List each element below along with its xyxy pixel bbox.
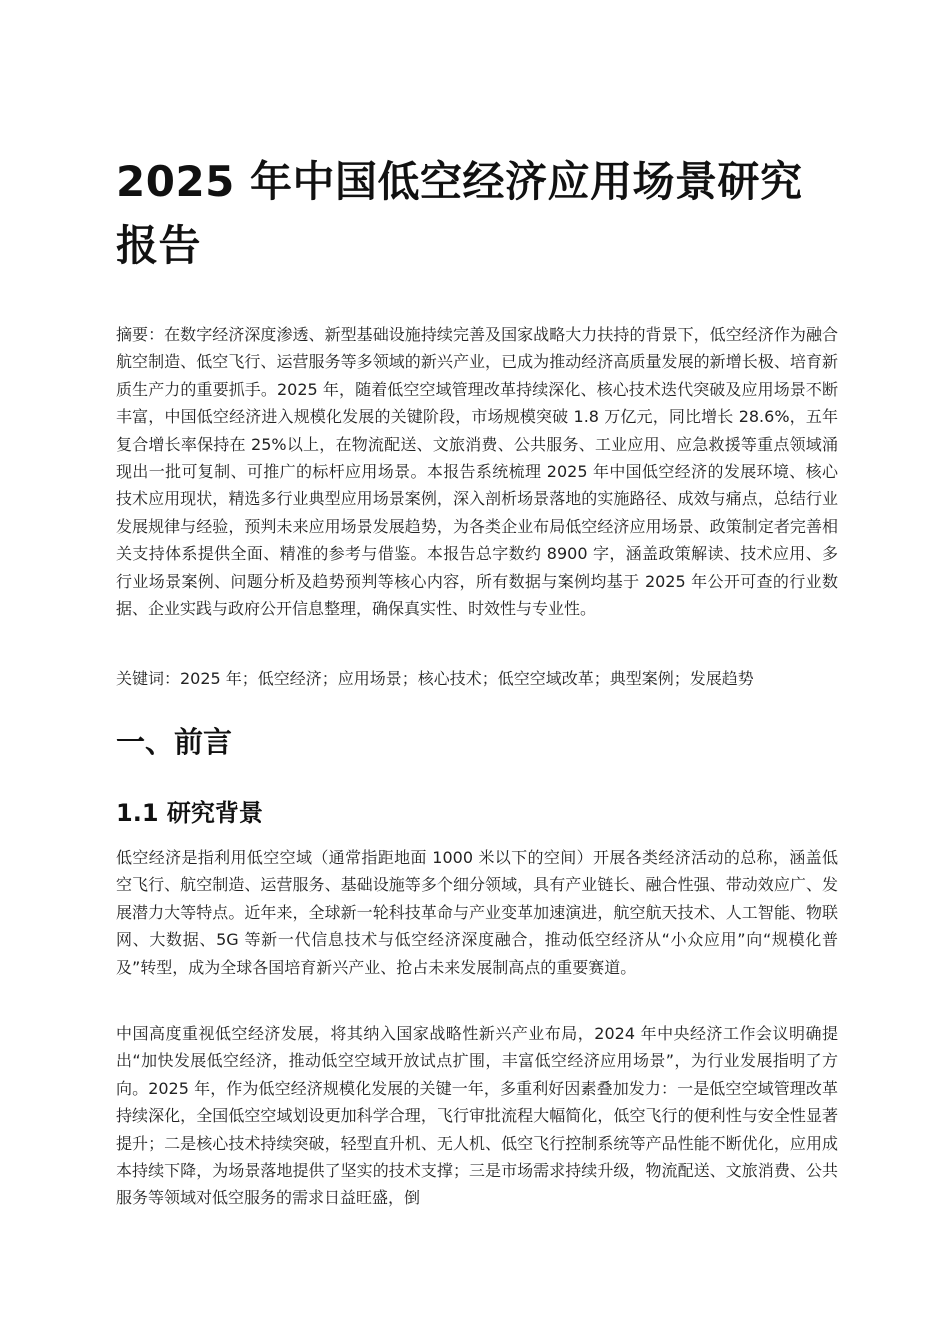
keywords-line: 关键词：2025 年；低空经济；应用场景；核心技术；低空空域改革；典型案例；发展趋势 [116,669,754,688]
body-paragraph-2: 中国高度重视低空经济发展，将其纳入国家战略性新兴产业布局，2024 年中央经济工作会议明确提出“加快发展低空经济，推动低空空域开放试点扩围，丰富低空经济应用场景”，为行业发展指明了方向。2025 年，作为低空经济规模化发展的关键一年，多重利好因素叠加发力：一是低空空域管理改革持续深化，全国低空空域划设更加科学合理，飞行审批流程大幅简化，低空飞行的便利性与安全性显著提升；二是核心技术持续突破，轻型直升机、无人机、低空飞行控制系统等产品性能不断优化，应用成本持续下降，为场景落地提供了坚实的技术支撑；三是市场需求持续升级，物流配送、文旅消费、公共服务等领域对低空服务的需求日益旺盛，倒 [116,1024,838,1208]
subsection-heading-research-background: 1.1 研究背景 [116,799,263,827]
document-title: 2025 年中国低空经济应用场景研究报告 [116,157,803,270]
section-heading-preface: 一、前言 [116,725,233,759]
body-paragraph-1: 低空经济是指利用低空空域（通常指距地面 1000 米以下的空间）开展各类经济活动的总称，涵盖低空飞行、航空制造、运营服务、基础设施等多个细分领域，具有产业链长、融合性强、带动效应广、发展潜力大等特点。近年来，全球新一轮科技革命与产业变革加速演进，航空航天技术、人工智能、物联网、大数据、5G 等新一代信息技术与低空经济深度融合，推动低空经济从“小众应用”向“规模化普及”转型，成为全球各国培育新兴产业、抢占未来发展制高点的重要赛道。 [116,848,838,977]
abstract-paragraph: 摘要：在数字经济深度渗透、新型基础设施持续完善及国家战略大力扶持的背景下，低空经济作为融合航空制造、低空飞行、运营服务等多领域的新兴产业，已成为推动经济高质量发展的新增长极、培育新质生产力的重要抓手。2025 年，随着低空空域管理改革持续深化、核心技术迭代突破及应用场景不断丰富，中国低空经济进入规模化发展的关键阶段，市场规模突破 1.8 万亿元，同比增长 28.6%，五年复合增长率保持在 25%以上，在物流配送、文旅消费、公共服务、工业应用、应急救援等重点领域涌现出一批可复制、可推广的标杆应用场景。本报告系统梳理 2025 年中国低空经济的发展环境、核心技术应用现状，精选多行业典型应用场景案例，深入剖析场景落地的实施路径、成效与痛点，总结行业发展规律与经验，预判未来应用场景发展趋势，为各类企业布局低空经济应用场景、政策制定者完善相关支持体系提供全面、精准的参考与借鉴。本报告总字数约 8900 字，涵盖政策解读、技术应用、多行业场景案例、问题分析及趋势预判等核心内容，所有数据与案例均基于 2025 年公开可查的行业数据、企业实践与政府公开信息整理，确保真实性、时效性与专业性。 [116,325,838,619]
